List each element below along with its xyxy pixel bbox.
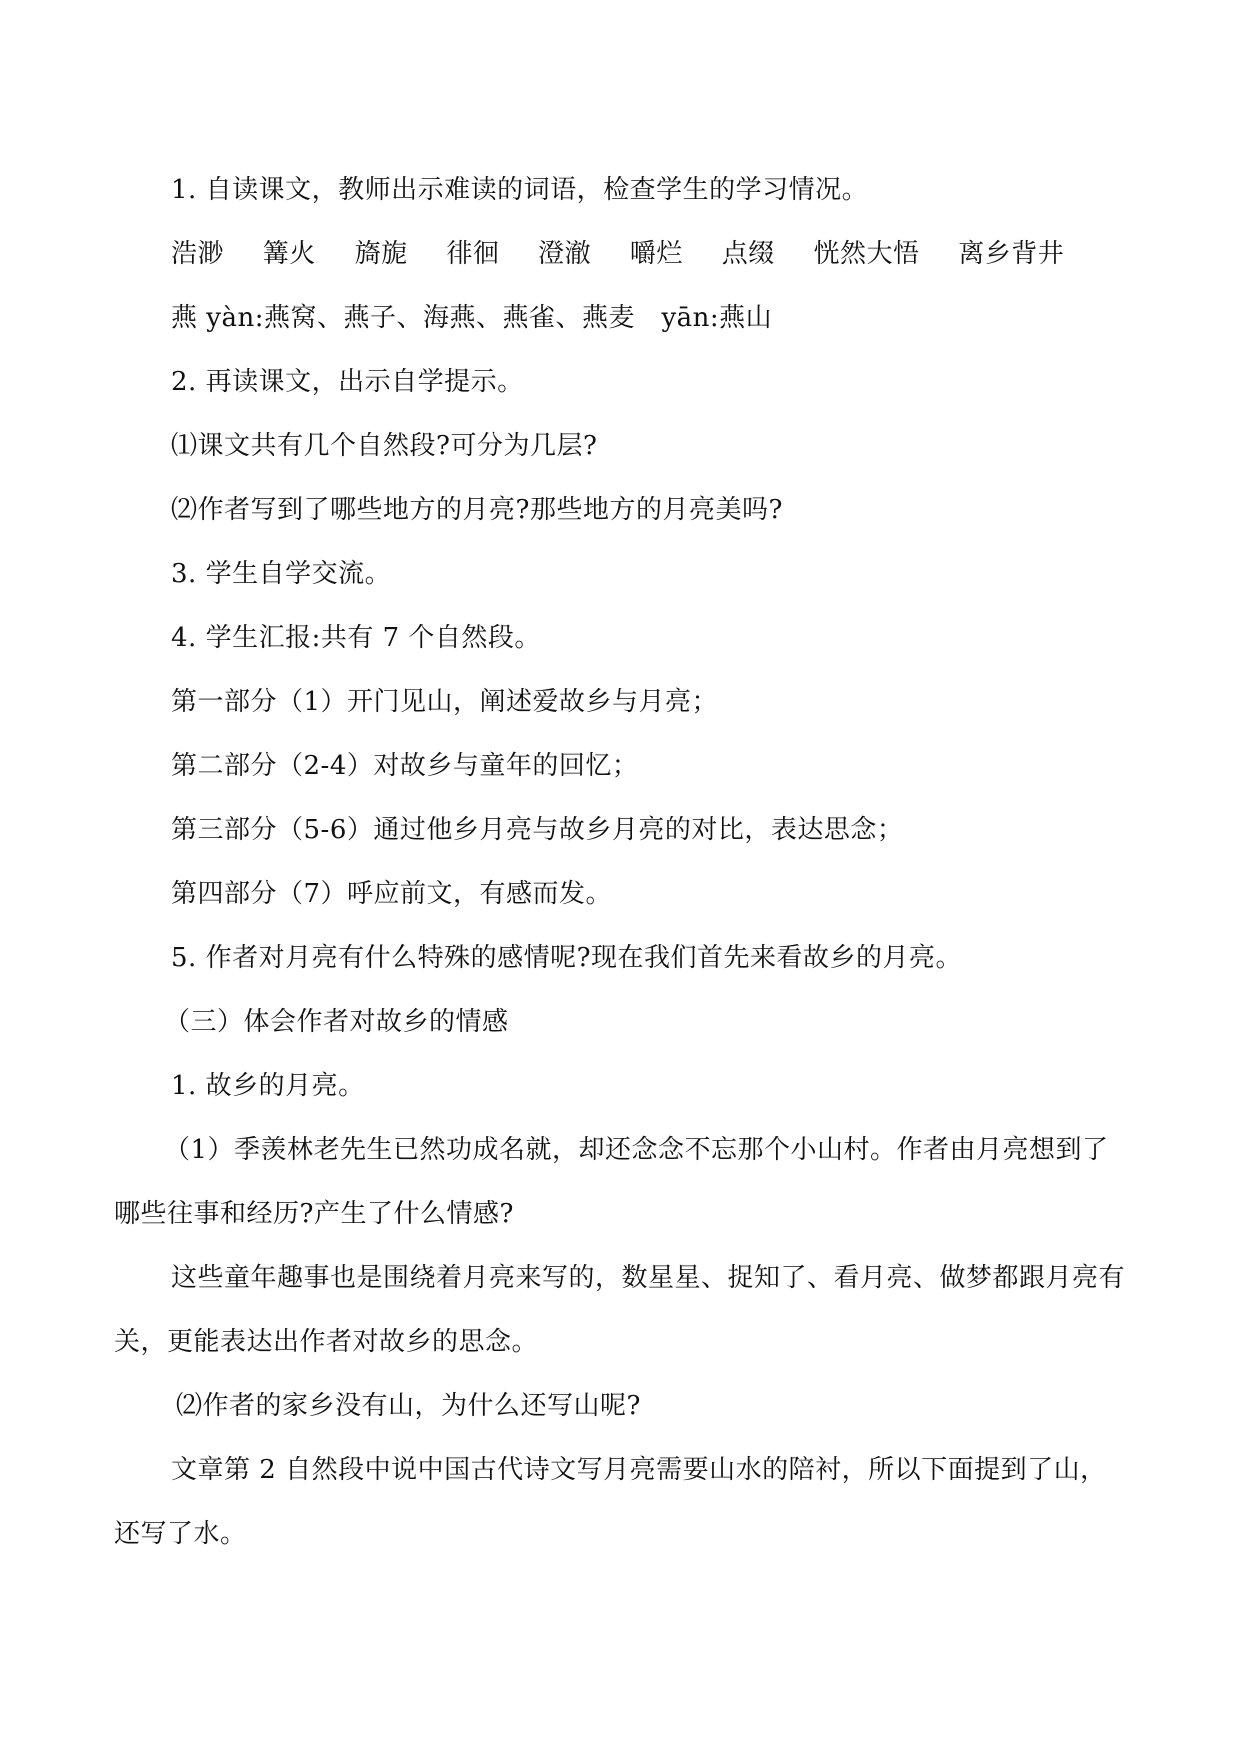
section-part-2: 第二部分（2-4）对故乡与童年的回忆； <box>171 751 639 781</box>
document-body <box>114 158 1126 1566</box>
paragraph-step-1: 1. 自读课文，教师出示难读的词语，检查学生的学习情况。 <box>171 175 869 205</box>
vocab-word: 浩渺 <box>171 239 225 269</box>
paragraph-step-2: 2. 再读课文，出示自学提示。 <box>171 367 524 397</box>
vocab-word: 徘徊 <box>446 239 500 269</box>
vocab-word: 篝火 <box>262 239 316 269</box>
question-paragraph-2: ⑵作者的家乡没有山，为什么还写山呢? <box>176 1391 641 1421</box>
prompt-item-1: ⑴课文共有几个自然段?可分为几层? <box>171 431 598 461</box>
paragraph-step-5: 5. 作者对月亮有什么特殊的感情呢?现在我们首先来看故乡的月亮。 <box>171 943 963 973</box>
vocab-word: 嚼烂 <box>629 239 683 269</box>
vocab-word: 恍然大悟 <box>813 239 920 269</box>
vocabulary-list <box>114 222 1126 286</box>
prompt-item-2: ⑵作者写到了哪些地方的月亮?那些地方的月亮美吗? <box>171 495 783 525</box>
section-part-1: 第一部分（1）开门见山，阐述爱故乡与月亮； <box>171 687 719 717</box>
vocab-word: 澄澈 <box>538 239 592 269</box>
pronunciation-line: 燕 yàn:燕窝、燕子、海燕、燕雀、燕麦 yān:燕山 <box>171 303 773 333</box>
section-part-4: 第四部分（7）呼应前文，有感而发。 <box>171 879 613 909</box>
section-part-3: 第三部分（5-6）通过他乡月亮与故乡月亮的对比，表达思念； <box>171 815 904 845</box>
answer-paragraph-1: 这些童年趣事也是围绕着月亮来写的，数星星、捉知了、看月亮、做梦都跟月亮有关，更能表达出作者对故乡的思念。 <box>114 1263 1126 1357</box>
section-heading: （三）体会作者对故乡的情感 <box>164 1007 509 1037</box>
question-paragraph-1: （1）季羡林老先生已然功成名就，却还念念不忘那个小山村。作者由月亮想到了哪些往事和经历?产生了什么情感? <box>114 1135 1109 1229</box>
answer-paragraph-2: 文章第 2 自然段中说中国古代诗文写月亮需要山水的陪衬，所以下面提到了山，还写了水。 <box>114 1455 1107 1549</box>
paragraph-step-3: 3. 学生自学交流。 <box>171 559 392 589</box>
vocab-word: 离乡背井 <box>958 239 1065 269</box>
vocab-word: 点缀 <box>721 239 775 269</box>
paragraph-step-4: 4. 学生汇报:共有 7 个自然段。 <box>171 623 541 653</box>
vocab-word: 旖旎 <box>354 239 408 269</box>
subsection-title: 1. 故乡的月亮。 <box>171 1071 365 1101</box>
